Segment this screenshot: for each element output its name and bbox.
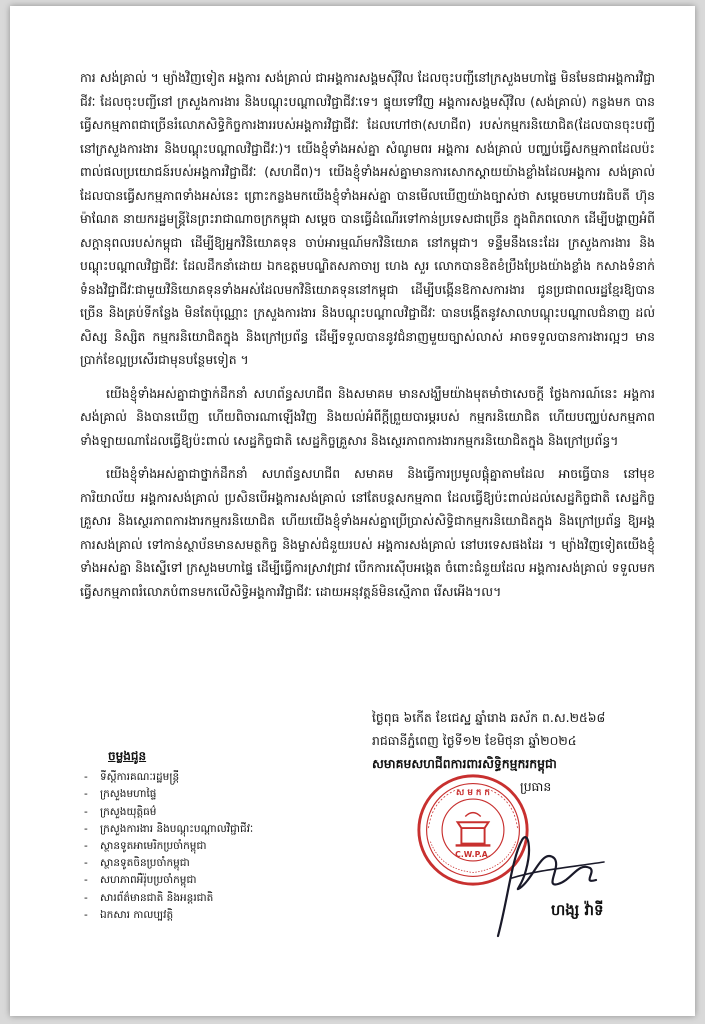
cc-block bbox=[84, 748, 324, 924]
cc-item: - ក្រសួងការងារ និងបណ្ដុះបណ្ដាលវិជ្ជាជីវៈ bbox=[84, 821, 324, 838]
cc-item: - ក្រសួងយុត្តិធម៌ bbox=[84, 804, 324, 821]
cc-list bbox=[84, 769, 324, 924]
cc-item: - ទីស្ដីការគណៈរដ្ឋមន្ត្រី bbox=[84, 769, 324, 786]
cc-item: - សហភាពអឺរ៉ុបប្រចាំកម្ពុជា bbox=[84, 872, 324, 889]
signer-role: ប្រធាន bbox=[520, 779, 552, 794]
body-paragraph-3: យើងខ្ញុំទាំងអស់គ្នាជាថ្នាក់ដឹកនាំ សហព័ន្ធសហជីព សមាគម និងធ្វើការប្រមូលផ្ដុំគ្នាតាមដែល អាចធ្វើបាន នៅមុខការិយាល័យ អង្គការសង់គ្រាល់ ប្រសិនបើអង្គការសង់គ្រាល់ នៅតែបន្តសកម្មភាព ដែលធ្វើឱ្យប៉ះពាល់ដល់សេដ្ឋកិច្ចជាតិ សេដ្ឋកិច្ចគ្រួសារ និងស្ថេរភាពការងារកម្មករនិយោជិត ហើយយើងខ្ញុំទាំងអស់គ្នាប្រើប្រាស់សិទ្ធិជាកម្មករនិយោជិតក្នុង និងក្រៅប្រព័ន្ធ ឱ្យអង្គការសង់គ្រាល់ ទៅកាន់ស្ថាប័នមានសមត្ថកិច្ច និងម្ចាស់ជំនួយរបស់ អង្គការសង់គ្រាល់ នៅបរទេសផងដែរ ។ ម្យ៉ាងវិញទៀតយើងខ្ញុំទាំងអស់គ្នា និងស្នើទៅ ក្រសួងមហាផ្ទៃ ដើម្បីធ្វើការស្រាវជ្រាវ បើកការស៊ើបអង្កេត ចំពោះជំនួយដែល អង្គការសង់គ្រាល់ ទទួលមកធ្វើសកម្មភាពរំលោភបំពានមកលើសិទ្ធិអង្គការវិជ្ជាជីវៈ ដោយអនុវត្តន៍មិនស្មើភាព រើសអើង។ល។ bbox=[80, 466, 655, 599]
cc-title: ចម្លងជូន bbox=[108, 749, 147, 763]
body-paragraph-1: ការ សង់គ្រាល់ ។ ម្យ៉ាងវិញទៀត អង្គការ សង់គ្រាល់ ជាអង្គការសង្គមស៊ីវិល ដែលចុះបញ្ជីនៅក្រសួងមហាផ្ទៃ មិនមែនជាអង្គការវិជ្ជាជីវៈ ដែលចុះបញ្ជីនៅ ក្រសួងការងារ និងបណ្ដុះបណ្ដាលវិជ្ជាជីវៈទេ។ ផ្ទុយទៅវិញ អង្គការសង្គមស៊ីវិល (សង់គ្រាល់) កន្លងមក បានធ្វើសកម្មភាពជាច្រើនរំលោភសិទ្ធិកិច្ចការងាររបស់អង្គការវិជ្ជាជីវៈ ដែលហៅថា(សហជីព) របស់កម្មករនិយោជិត(ដែលបានចុះបញ្ជីនៅក្រសួងការងារ និងបណ្ដុះបណ្ដាលវិជ្ជាជីវៈ)។ យើងខ្ញុំទាំងអស់គ្នា សំណូមពរ អង្គការ សង់គ្រាល់ បញ្ឈប់ធ្វើសកម្មភាពដែលប៉ះពាល់ផលប្រយោជន៍របស់អង្គការវិជ្ជាជីវៈ (សហជីព)។ យើងខ្ញុំទាំងអស់គ្នាមានការសោកស្ដាយយ៉ាងខ្លាំងដែលអង្គការ សង់គ្រាល់ ដែលបានធ្វើសកម្មភាពទាំងអស់នេះ ព្រោះកន្លងមកយើងខ្ញុំទាំងអស់គ្នា បានមើលឃើញយ៉ាងច្បាស់ថា សម្ដេចមហាបវរធិបតី ហ៊ុន ម៉ាណែត នាយករដ្ឋមន្ត្រីនៃព្រះរាជាណាចក្រកម្ពុជា សម្ដេច បានធ្វើដំណើរទៅកាន់ប្រទេសជាច្រើន ក្នុងពិភពលោក ដើម្បីបង្ហាញអំពីសក្ដានុពលរបស់កម្ពុជា ដើម្បីឱ្យអ្នកវិនិយោគទុន ចាប់អារម្មណ៍មកវិនិយោគ នៅកម្ពុជា។ ទន្ទឹមនឹងនេះដែរ ក្រសួងការងារ និងបណ្ដុះបណ្ដាលវិជ្ជាជីវៈ ដែលដឹកនាំដោយ ឯកឧត្ដមបណ្ឌិតសភាចារ្យ ហេង សួរ លោកបានខិតខំប្រឹងប្រែងយ៉ាងខ្លាំង កសាងទំនាក់ទំនងវិជ្ជាជីវៈជាមួយវិនិយោគទុនទាំងអស់ដែលមកវិនិយោគទុននៅកម្ពុជា ដើម្បីបង្កើនឱកាសការងារ ជូនប្រជាពលរដ្ឋខ្មែរឱ្យបានច្រើន និងគ្រប់ទីកន្លែង មិនតែប៉ុណ្ណោះ ក្រសួងការងារ និងបណ្ដុះបណ្ដាលវិជ្ជាជីវៈ បានបង្កើតនូវសាលាបណ្ដុះបណ្ដាលជំនាញ ដល់សិស្ស និស្សិត កម្មករនិយោជិតក្នុង និងក្រៅប្រព័ន្ធ ដើម្បីទទួលបាននូវជំនាញមួយច្បាស់លាស់ អាចទទួលបានការងារល្អៗ មានប្រាក់ខែល្អប្រសើរជាមុនបន្ថែមទៀត ។ bbox=[80, 70, 655, 367]
seal-bottom-text: C.W.P.A. bbox=[455, 850, 491, 860]
seal-top-text: ស ម ក ក bbox=[456, 788, 490, 799]
letter-page bbox=[10, 6, 695, 1016]
organization-name: សមាគមសហជីពការពារសិទ្ធិកម្មករកម្ពុជា bbox=[372, 756, 557, 771]
cc-item: - សារព័ត៌មានជាតិ និងអន្តរជាតិ bbox=[84, 890, 324, 907]
cc-item: - ស្ថានទូតអាមេរិកប្រចាំកម្ពុជា bbox=[84, 838, 324, 855]
signer-name: ហង្ស វ៉ាទី bbox=[551, 901, 604, 919]
cc-item: - ឯកសារ កាលប្បវត្តិ bbox=[84, 907, 324, 924]
body-paragraph-2: យើងខ្ញុំទាំងអស់គ្នាជាថ្នាក់ដឹកនាំ សហព័ន្ធសហជីព និងសមាគម មានសង្ឃឹមយ៉ាងមុតមាំថាសេចក្ដី ថ្លែងការណ៍នេះ អង្គការសង់គ្រាល់ និងបានឃើញ ហើយពិចារណាឡើងវិញ និងយល់អំពីក្ដីព្រួយបារម្ភរបស់ កម្មករនិយោជិត ហើយបញ្ឈប់សកម្មភាពទាំងឡាយណាដែលធ្វើឱ្យប៉ះពាល់ សេដ្ឋកិច្ចជាតិ សេដ្ឋកិច្ចគ្រួសារ និងស្ថេរភាពការងារកម្មករនិយោជិតក្នុង និងក្រៅប្រព័ន្ធ។ bbox=[80, 385, 655, 448]
solar-date: រាជធានីភ្នំពេញ ថ្ងៃទី១២ ខែមិថុនា ឆ្នាំ២០២៤ bbox=[372, 733, 577, 748]
letter-body bbox=[80, 66, 655, 613]
lunar-date: ថ្ងៃពុធ ៦កើត ខែជេស្ឋ ឆ្នាំរោង ឆស័ក ព.ស.២៥៦៨ bbox=[372, 710, 606, 725]
cc-item: - ក្រសួងមហាផ្ទៃ bbox=[84, 786, 324, 803]
cc-item: - ស្ថានទូតចិនប្រចាំកម្ពុជា bbox=[84, 855, 324, 872]
